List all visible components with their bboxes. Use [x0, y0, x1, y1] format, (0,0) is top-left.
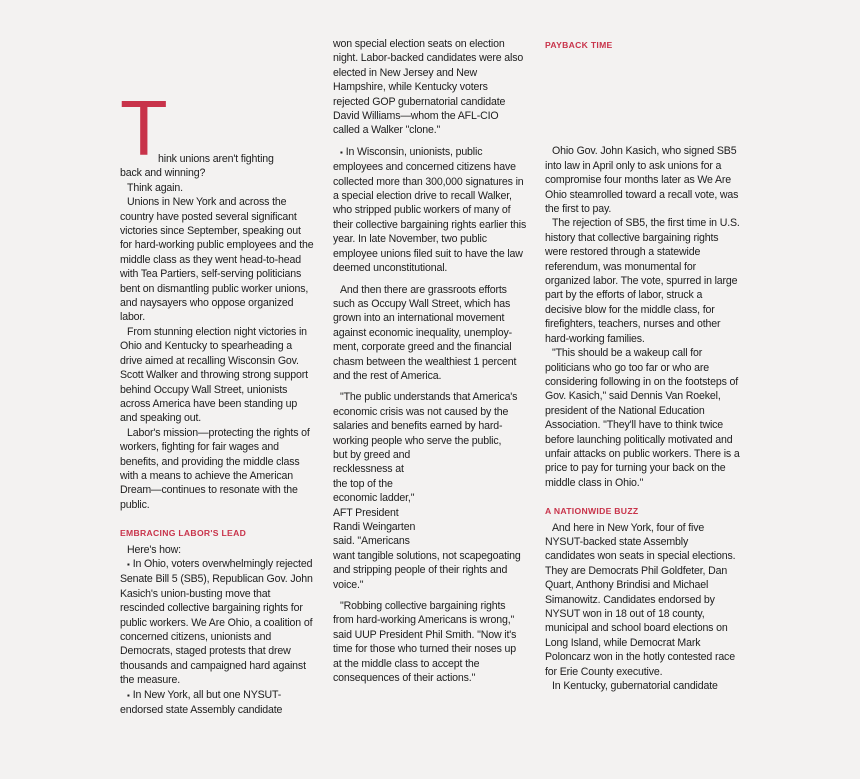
- lead-line-2: back and winning?: [120, 167, 206, 180]
- wrap-line: said. "Americans: [333, 535, 410, 548]
- paragraph: From stunning election night victories in Ohio and Kentucky to spearheading a drive aimed at recalling Wisconsin Gov. Scott Walker and throwing strong support behind Occupy Wall Street, unionists across America have been standing up and speaking out.: [120, 325, 308, 425]
- paragraph: And then there are grassroots efforts such as Occupy Wall Street, which has grown into an international movement against economic inequality, unemploy-ment, corporate greed and the financial chasm between the wealthiest 1 percent and the rest of America.: [333, 283, 517, 382]
- wrap-line: AFT President: [333, 506, 399, 519]
- column-3: [545, 24, 740, 693]
- wrap-line: Randi Weingarten: [333, 521, 416, 533]
- column-1: [120, 0, 314, 717]
- wrap-line: want tangible solutions, not scapegoating and stripping people of their rights and voice.": [333, 549, 521, 591]
- bullet-paragraph: [120, 688, 314, 718]
- paragraph: "This should be a wakeup call for politicians who go too far or who are considering following in on the footsteps of Gov. Kasich," said Dennis Van Roekel, president of the National Education Association. "They'll have to think twice before launching politically motivated and unfair attacks on public workers. There is a price to pay for turning your back on the middle class in Ohio.": [545, 347, 740, 489]
- wrap-line: economic ladder,": [333, 492, 415, 505]
- paragraph: Ohio Gov. John Kasich, who signed SB5 into law in April only to ask unions for a compromise four months later as We Are Ohio steamrolled toward a recall vote, was the first to pay.: [545, 145, 739, 216]
- paragraph: In Kentucky, gubernatorial candidate: [552, 680, 718, 693]
- paragraph: Unions in New York and across the country have posted several significant victories since September, speaking out for hard-working public employees and the middle class as they went head-to-head with Tea Partiers, self-serving politicians bent on dismantling public worker unions, and naysayers who oppose organized labor.: [120, 196, 314, 324]
- bullet-text: In Wisconsin, unionists, public employees and concerned citizens have collected more than 300,000 signatures in a special election drive to recall Walker, who stripped public workers of many of their collective bargaining rights earlier this year. In late November, two public employee unions filed suit to have the law deemed unconstitutional.: [333, 145, 527, 275]
- paragraph: The rejection of SB5, the first time in U.S. history that collective bargaining rights were restored through a statewide referendum, was monumental for organized labor. The vote, spurred in large part by the efforts of labor, struck a decisive blow for the middle class, for firefighters, teachers, nurses and other hard-working families.: [545, 217, 740, 345]
- column-2: [333, 37, 527, 685]
- bullet-text: In Ohio, voters overwhelmingly rejected Senate Bill 5 (SB5), Republican Gov. John Kasich's union-busting move that rescinded collective bargaining rights for public workers. We Are Ohio, a coalition of concerned citizens, unionists and Democrats, staged protests that drew thousands and campaigned hard against the measure.: [120, 557, 313, 687]
- paragraph: And here in New York, four of five NYSUT-backed state Assembly candidates won seats in special elections. They are Democrats Phil Goldfeter, Dan Quart, Anthony Brindisi and Michael Simanowitz. Candidates endorsed by NYSUT won in 18 out of 18 county, municipal and school board elections on Long Island, while Democrat Mark Poloncarz won in the hotly contested race for Erie County executive.: [545, 521, 736, 678]
- paragraph: "The public understands that America's economic crisis was not caused by the salaries and benefits earned by hard-working people who serve the public,: [333, 391, 518, 447]
- wrap-line: the top of the: [333, 477, 393, 490]
- paragraph: "Robbing collective bargaining rights from hard-working Americans is wrong," said UUP President Phil Smith. "Now it's time for those who turned their noses up at the middle class to accept the consequences of their actions.": [333, 600, 517, 685]
- lead-line-1: hink unions aren't fighting: [158, 153, 274, 165]
- bullet-text: In New York, all but one NYSUT-endorsed state Assembly candidate: [120, 688, 283, 717]
- spacer: [545, 54, 740, 144]
- wrap-line: recklessness at: [333, 463, 404, 476]
- section-heading: A NATIONWIDE BUZZ: [545, 506, 639, 517]
- drop-cap: T: [120, 84, 168, 172]
- bullet-paragraph: [333, 145, 527, 276]
- section-heading: PAYBACK TIME: [545, 40, 613, 50]
- paragraph: Here's how:: [127, 543, 181, 556]
- section-heading: EMBRACING LABOR'S LEAD: [120, 528, 247, 539]
- paragraph: Labor's mission—protecting the rights of workers, fighting for fair wages and benefits, and providing the middle class with a means to achieve the American Dream—continues to resonate with the public.: [120, 426, 310, 511]
- wrap-line: but by greed and: [333, 448, 411, 461]
- paragraph: won special election seats on election night. Labor-backed candidates were also elected in New Jersey and New Hampshire, while Kentucky voters rejected GOP gubernatorial candidate David Williams—whom the AFL-CIO called a Walker "clone.": [333, 38, 524, 137]
- paragraph: Think again.: [127, 181, 183, 194]
- quote-block: [333, 390, 527, 592]
- bullet-paragraph: [120, 557, 314, 688]
